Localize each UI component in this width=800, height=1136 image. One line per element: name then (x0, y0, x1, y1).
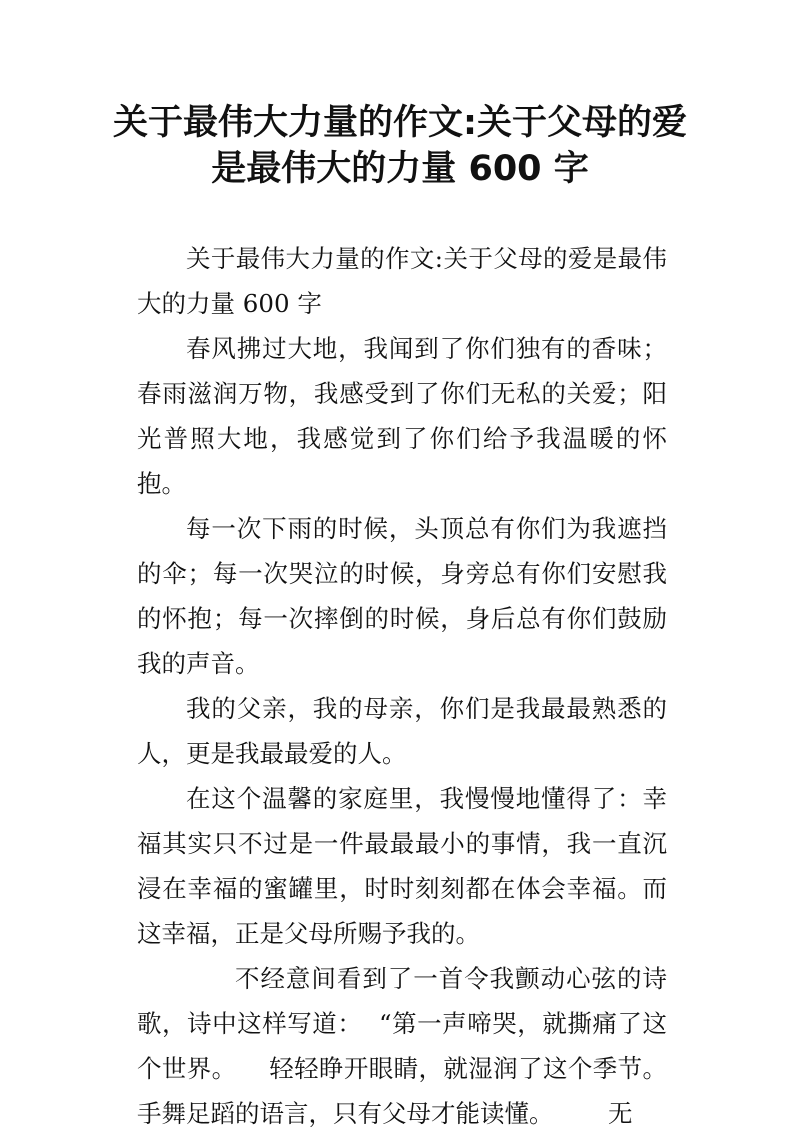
paragraph-happiness: 在这个温馨的家庭里，我慢慢地懂得了：幸福其实只不过是一件最最最小的事情，我一直沉浸在幸福的蜜罐里，时时刻刻都在体会幸福。而这幸福，正是父母所赐予我的。 (137, 784, 667, 948)
paragraph-protection: 每一次下雨的时候，头顶总有你们为我遮挡的伞；每一次哭泣的时候，身旁总有你们安慰我的怀抱；每一次摔倒的时候，身后总有你们鼓励我的声音。 (137, 514, 667, 678)
paragraph-spring: 春风拂过大地，我闻到了你们独有的香味；春雨滋润万物，我感受到了你们无私的关爱；阳光普照大地，我感觉到了你们给予我温暖的怀抱。 (137, 334, 667, 498)
document-title (100, 100, 700, 192)
paragraph-parents: 我的父亲，我的母亲，你们是我最最熟悉的人，更是我最最爱的人。 (137, 694, 667, 768)
paragraph-poem: 不经意间看到了一首令我颤动心弦的诗歌，诗中这样写道： “第一声啼哭，就撕痛了这个世界。 轻轻睁开眼睛，就湿润了这个季节。手舞足蹈的语言，只有父母才能读懂。 无 (137, 964, 667, 1128)
title-line-2: 是最伟大的力量 600 字 (211, 149, 589, 189)
document-body (137, 236, 667, 1136)
title-line-1: 关于最伟大力量的作文:关于父母的爱 (113, 103, 687, 143)
paragraph-heading: 关于最伟大力量的作文:关于父母的爱是最伟大的力量 600 字 (137, 244, 667, 318)
